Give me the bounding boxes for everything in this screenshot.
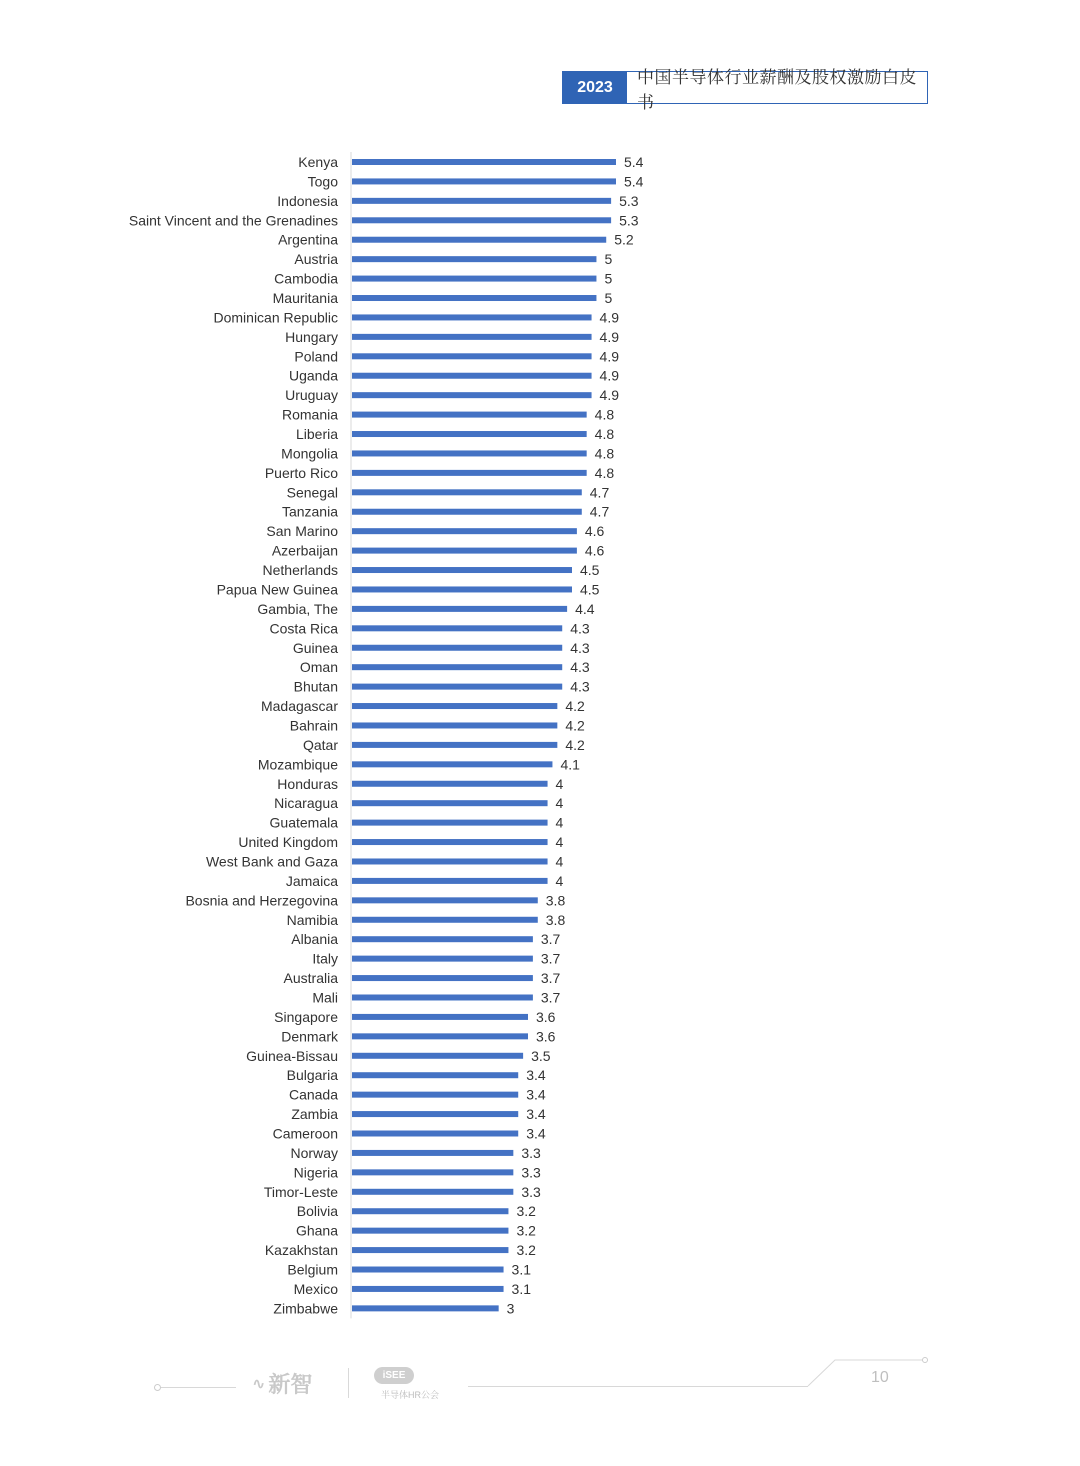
isee-logo-subtitle: 半导体HR公会 <box>381 1390 439 1400</box>
category-label: Guatemala <box>269 814 338 831</box>
bar <box>352 586 572 592</box>
bar <box>352 917 538 923</box>
value-label: 3.3 <box>521 1164 541 1181</box>
category-label: Bosnia and Herzegovina <box>185 892 338 909</box>
category-label: United Kingdom <box>238 834 338 851</box>
category-label: Timor-Leste <box>263 1183 338 1200</box>
category-label: Singapore <box>274 1008 338 1025</box>
category-label: Bolivia <box>296 1203 338 1220</box>
bar <box>352 450 587 456</box>
category-label: Liberia <box>295 426 338 443</box>
bar <box>352 334 592 340</box>
category-label: Norway <box>290 1144 338 1161</box>
value-label: 3.2 <box>516 1203 536 1220</box>
value-label: 4.3 <box>570 678 590 695</box>
bar <box>352 742 557 748</box>
bar <box>352 1053 523 1059</box>
bar <box>352 1131 518 1137</box>
value-label: 4.3 <box>570 659 590 676</box>
category-label: Austria <box>294 251 338 268</box>
bar <box>352 295 596 301</box>
category-label: Indonesia <box>277 192 338 209</box>
value-label: 3.1 <box>511 1261 532 1278</box>
bar <box>352 276 596 282</box>
value-label: 5.3 <box>619 212 639 229</box>
bar <box>352 567 572 573</box>
value-label: 4.8 <box>594 464 615 481</box>
value-label: 4.9 <box>599 309 620 326</box>
bar <box>352 1228 508 1234</box>
category-label: Mali <box>312 989 338 1006</box>
value-label: 5.3 <box>619 192 639 209</box>
bar <box>352 936 533 942</box>
wave-icon: ∿ <box>252 1375 266 1393</box>
value-label: 4.3 <box>570 639 590 656</box>
value-label: 4.9 <box>599 328 620 345</box>
category-label: Cameroon <box>272 1125 338 1142</box>
category-label: Papua New Guinea <box>216 581 338 598</box>
bar <box>352 645 562 651</box>
bar <box>352 237 606 243</box>
value-label: 5 <box>604 290 613 307</box>
value-label: 3 <box>506 1300 515 1317</box>
value-label: 4.2 <box>565 698 585 715</box>
category-label: Nigeria <box>293 1164 338 1181</box>
bar <box>352 664 562 670</box>
value-label: 4.9 <box>599 387 620 404</box>
bar <box>352 858 548 864</box>
bar <box>352 781 548 787</box>
category-label: Zimbabwe <box>273 1300 338 1317</box>
report-title: 中国半导体行业薪酬及股权激励白皮书 <box>637 67 917 112</box>
category-label: Mongolia <box>281 445 338 462</box>
bar <box>352 625 562 631</box>
category-label: Australia <box>283 970 338 987</box>
value-label: 4 <box>555 814 564 831</box>
isee-logo: iSEE <box>374 1367 414 1384</box>
bar <box>352 878 548 884</box>
bar <box>352 548 577 554</box>
value-label: 4.8 <box>594 426 615 443</box>
category-label: Qatar <box>302 736 338 753</box>
category-label: Azerbaijan <box>271 542 338 559</box>
category-label: Guinea <box>292 639 338 656</box>
bar <box>352 373 592 379</box>
value-label: 4 <box>555 775 564 792</box>
bar <box>352 839 548 845</box>
category-label: Oman <box>299 659 338 676</box>
value-label: 4.5 <box>580 581 600 598</box>
category-label: Hungary <box>285 328 338 345</box>
category-label: Saint Vincent and the Grenadines <box>128 212 338 229</box>
category-label: Canada <box>288 1086 338 1103</box>
value-label: 4.1 <box>560 756 580 773</box>
category-label: Kenya <box>298 154 338 170</box>
value-label: 3.2 <box>516 1242 536 1259</box>
bar <box>352 509 582 515</box>
bars-group <box>129 152 644 1318</box>
value-label: 4.8 <box>594 406 615 423</box>
value-label: 3.4 <box>526 1125 546 1142</box>
value-label: 3.1 <box>511 1280 532 1297</box>
value-label: 4 <box>555 853 564 870</box>
xinzhi-logo-text: 新智 <box>268 1372 313 1397</box>
value-label: 3.8 <box>545 892 566 909</box>
bar <box>352 975 533 981</box>
value-label: 4.6 <box>584 542 605 559</box>
category-label: Costa Rica <box>269 620 338 637</box>
category-label: Jamaica <box>285 872 338 889</box>
bar <box>352 314 592 320</box>
bar <box>352 606 567 612</box>
bar <box>352 722 557 728</box>
category-label: Bulgaria <box>286 1067 338 1084</box>
value-label: 3.3 <box>521 1183 541 1200</box>
value-label: 4.9 <box>599 348 620 365</box>
bar <box>352 1169 513 1175</box>
bar <box>352 198 611 204</box>
value-label: 4.2 <box>565 736 585 753</box>
bar <box>352 1072 518 1078</box>
value-label: 5.4 <box>624 154 644 170</box>
value-label: 3.2 <box>516 1222 536 1239</box>
category-label: Honduras <box>277 775 338 792</box>
bar <box>352 412 587 418</box>
bar <box>352 820 548 826</box>
category-label: West Bank and Gaza <box>205 853 338 870</box>
category-label: San Marino <box>266 523 338 540</box>
category-label: Bhutan <box>293 678 338 695</box>
category-label: Ghana <box>295 1222 338 1239</box>
bar <box>352 761 552 767</box>
bar <box>352 528 577 534</box>
category-label: Mozambique <box>257 756 338 773</box>
category-label: Belgium <box>287 1261 338 1278</box>
value-label: 4 <box>555 795 564 812</box>
bar <box>352 159 616 165</box>
bar <box>352 684 562 690</box>
bar <box>352 1267 504 1273</box>
category-label: Dominican Republic <box>213 309 338 326</box>
bar <box>352 1189 513 1195</box>
value-label: 4.2 <box>565 717 585 734</box>
bar <box>352 1150 513 1156</box>
value-label: 5 <box>604 251 613 268</box>
bar <box>352 1033 528 1039</box>
value-label: 3.7 <box>540 989 561 1006</box>
category-label: Guinea-Bissau <box>246 1047 338 1064</box>
category-label: Namibia <box>286 911 338 928</box>
category-label: Romania <box>281 406 338 423</box>
bar <box>352 703 557 709</box>
category-label: Bahrain <box>289 717 338 734</box>
category-label: Puerto Rico <box>264 464 338 481</box>
bar <box>352 392 592 398</box>
bar <box>352 178 616 184</box>
bar <box>352 1111 518 1117</box>
category-label: Denmark <box>281 1028 338 1045</box>
bar <box>352 353 592 359</box>
bar <box>352 1092 518 1098</box>
value-label: 3.4 <box>526 1086 546 1103</box>
category-label: Albania <box>291 931 338 948</box>
category-label: Zambia <box>291 1106 338 1123</box>
category-label: Nicaragua <box>274 795 338 812</box>
bar <box>352 217 611 223</box>
value-label: 4.6 <box>584 523 605 540</box>
value-label: 4.9 <box>599 367 620 384</box>
category-label: Mexico <box>293 1280 338 1297</box>
value-label: 4.7 <box>589 484 610 501</box>
bar <box>352 431 587 437</box>
footer-left-line <box>161 1387 236 1388</box>
category-label: Mauritania <box>272 290 338 307</box>
category-label: Togo <box>307 173 338 190</box>
category-label: Argentina <box>278 231 338 248</box>
footer-divider <box>348 1368 349 1398</box>
value-label: 4.5 <box>580 562 600 579</box>
value-label: 3.6 <box>536 1008 556 1025</box>
bar <box>352 1286 504 1292</box>
value-label: 3.7 <box>540 970 561 987</box>
category-label: Netherlands <box>262 562 338 579</box>
footer-left-dot <box>154 1384 161 1391</box>
category-label: Kazakhstan <box>264 1242 338 1259</box>
bar <box>352 1247 508 1253</box>
value-label: 3.7 <box>540 931 561 948</box>
page-number: 10 <box>871 1369 889 1386</box>
value-label: 3.3 <box>521 1144 541 1161</box>
category-label: Madagascar <box>260 698 338 715</box>
value-label: 3.4 <box>526 1106 546 1123</box>
bar <box>352 1305 499 1311</box>
value-label: 3.7 <box>540 950 561 967</box>
value-label: 5.2 <box>614 231 634 248</box>
value-label: 4.4 <box>575 600 595 617</box>
year-badge: 2023 <box>563 72 627 103</box>
value-label: 3.8 <box>545 911 566 928</box>
value-label: 4.7 <box>589 503 610 520</box>
category-label: Italy <box>312 950 338 967</box>
category-label: Senegal <box>286 484 338 501</box>
category-label: Tanzania <box>281 503 338 520</box>
bar <box>352 956 533 962</box>
xinzhi-logo <box>252 1368 312 1399</box>
value-label: 4.8 <box>594 445 615 462</box>
bar <box>352 470 587 476</box>
category-label: Uruguay <box>285 387 338 404</box>
value-label: 5 <box>604 270 613 287</box>
value-label: 3.4 <box>526 1067 546 1084</box>
bar <box>352 489 582 495</box>
value-label: 4 <box>555 872 564 889</box>
value-label: 4 <box>555 834 564 851</box>
bar <box>352 1208 508 1214</box>
bar <box>352 994 533 1000</box>
category-label: Poland <box>294 348 338 365</box>
category-label: Cambodia <box>274 270 338 287</box>
footer-corner-line <box>805 1355 930 1390</box>
bar <box>352 897 538 903</box>
value-label: 3.5 <box>531 1047 551 1064</box>
category-label: Uganda <box>288 367 338 384</box>
value-label: 5.4 <box>624 173 644 190</box>
value-label: 4.3 <box>570 620 590 637</box>
bar <box>352 1014 528 1020</box>
value-label: 3.6 <box>536 1028 556 1045</box>
bar <box>352 800 548 806</box>
category-label: Gambia, The <box>257 600 338 617</box>
footer-right-line <box>468 1386 808 1387</box>
bar <box>352 256 596 262</box>
